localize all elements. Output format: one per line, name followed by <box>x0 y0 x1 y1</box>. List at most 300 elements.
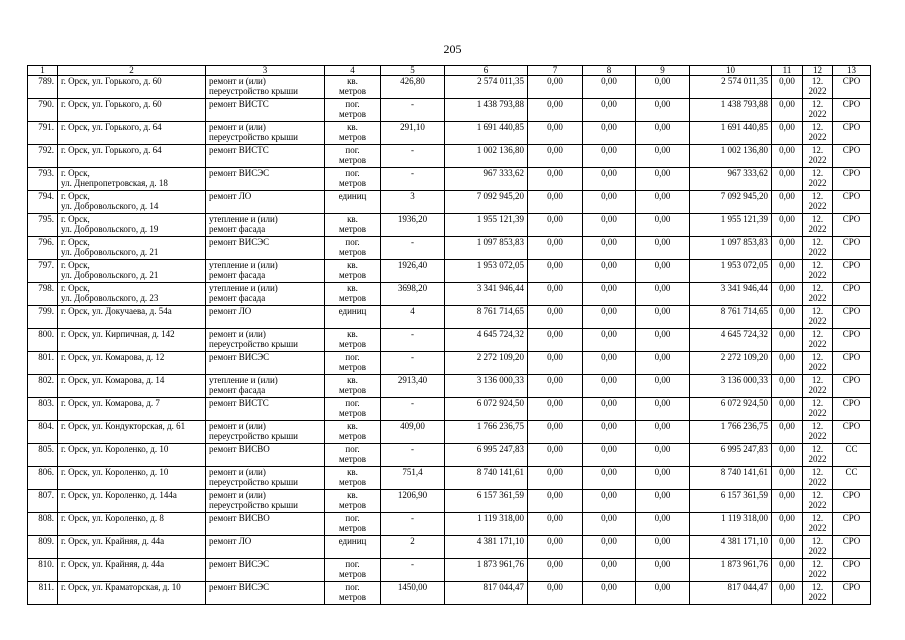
volume-cell: - <box>381 237 445 260</box>
address-cell: г. Орск, ул. Комарова, д. 7 <box>58 398 206 421</box>
fund-federal-cell: 0,00 <box>528 99 583 122</box>
total-cost-cell: 967 333,62 <box>445 168 528 191</box>
completion-date-cell: 12. 2022 <box>803 352 833 375</box>
fund-owners-cell: 1 097 853,83 <box>690 237 772 260</box>
work-type-cell: ремонт ЛО <box>206 306 325 329</box>
fund-federal-cell: 0,00 <box>528 375 583 398</box>
address-cell: г. Орск, ул. Горького, д. 64 <box>58 145 206 168</box>
completion-date-cell: 12. 2022 <box>803 329 833 352</box>
fund-local-cell: 0,00 <box>636 237 690 260</box>
unit-cost-cell: 0,00 <box>772 214 803 237</box>
fund-federal-cell: 0,00 <box>528 214 583 237</box>
unit-cell: пог. метров <box>325 237 381 260</box>
table-row <box>28 467 871 490</box>
method-cell: СРО <box>833 375 871 398</box>
column-number-header-row <box>28 66 871 76</box>
address-cell: г. Орск, ул. Добровольского, д. 23 <box>58 283 206 306</box>
method-cell: СРО <box>833 237 871 260</box>
completion-date-cell: 12. 2022 <box>803 444 833 467</box>
work-type-cell: утепление и (или) ремонт фасада <box>206 214 325 237</box>
table-row <box>28 490 871 513</box>
method-cell: СРО <box>833 329 871 352</box>
work-type-cell: ремонт ВИСТС <box>206 145 325 168</box>
fund-federal-cell: 0,00 <box>528 582 583 605</box>
work-type-cell: ремонт и (или) переустройство крыши <box>206 122 325 145</box>
unit-cell: пог. метров <box>325 513 381 536</box>
fund-owners-cell: 4 645 724,32 <box>690 329 772 352</box>
fund-owners-cell: 6 995 247,83 <box>690 444 772 467</box>
unit-cost-cell: 0,00 <box>772 536 803 559</box>
work-type-cell: утепление и (или) ремонт фасада <box>206 375 325 398</box>
volume-cell: 2913,40 <box>381 375 445 398</box>
row-number: 791. <box>28 122 58 145</box>
work-type-cell: ремонт ЛО <box>206 536 325 559</box>
unit-cost-cell: 0,00 <box>772 306 803 329</box>
table-row <box>28 122 871 145</box>
table-row <box>28 421 871 444</box>
fund-local-cell: 0,00 <box>636 398 690 421</box>
method-cell: СРО <box>833 283 871 306</box>
completion-date-cell: 12. 2022 <box>803 191 833 214</box>
unit-cost-cell: 0,00 <box>772 122 803 145</box>
fund-regional-cell: 0,00 <box>583 122 636 145</box>
table-row <box>28 536 871 559</box>
fund-owners-cell: 1 691 440,85 <box>690 122 772 145</box>
table-row <box>28 375 871 398</box>
unit-cell: кв. метров <box>325 283 381 306</box>
unit-cost-cell: 0,00 <box>772 329 803 352</box>
fund-regional-cell: 0,00 <box>583 306 636 329</box>
fund-local-cell: 0,00 <box>636 122 690 145</box>
work-type-cell: ремонт ВИСЭС <box>206 559 325 582</box>
fund-owners-cell: 1 766 236,75 <box>690 421 772 444</box>
unit-cell: пог. метров <box>325 352 381 375</box>
volume-cell: - <box>381 398 445 421</box>
volume-cell: 751,4 <box>381 467 445 490</box>
address-cell: г. Орск, ул. Добровольского, д. 21 <box>58 237 206 260</box>
fund-regional-cell: 0,00 <box>583 191 636 214</box>
fund-regional-cell: 0,00 <box>583 237 636 260</box>
row-number: 790. <box>28 99 58 122</box>
fund-regional-cell: 0,00 <box>583 536 636 559</box>
table-row <box>28 559 871 582</box>
fund-local-cell: 0,00 <box>636 559 690 582</box>
row-number: 809. <box>28 536 58 559</box>
address-cell: г. Орск, ул. Комарова, д. 12 <box>58 352 206 375</box>
unit-cost-cell: 0,00 <box>772 76 803 99</box>
fund-owners-cell: 967 333,62 <box>690 168 772 191</box>
row-number: 794. <box>28 191 58 214</box>
method-cell: СРО <box>833 559 871 582</box>
table-row <box>28 352 871 375</box>
unit-cost-cell: 0,00 <box>772 260 803 283</box>
completion-date-cell: 12. 2022 <box>803 76 833 99</box>
volume-cell: - <box>381 168 445 191</box>
unit-cost-cell: 0,00 <box>772 191 803 214</box>
unit-cost-cell: 0,00 <box>772 513 803 536</box>
method-cell: СРО <box>833 513 871 536</box>
volume-cell: 409,00 <box>381 421 445 444</box>
unit-cell: кв. метров <box>325 260 381 283</box>
fund-local-cell: 0,00 <box>636 191 690 214</box>
fund-owners-cell: 3 341 946,44 <box>690 283 772 306</box>
work-type-cell: ремонт ВИСТС <box>206 99 325 122</box>
table-row <box>28 398 871 421</box>
fund-owners-cell: 1 873 961,76 <box>690 559 772 582</box>
table-row <box>28 582 871 605</box>
fund-federal-cell: 0,00 <box>528 329 583 352</box>
unit-cell: кв. метров <box>325 76 381 99</box>
row-number: 801. <box>28 352 58 375</box>
address-cell: г. Орск, ул. Добровольского, д. 19 <box>58 214 206 237</box>
completion-date-cell: 12. 2022 <box>803 536 833 559</box>
volume-cell: - <box>381 145 445 168</box>
unit-cell: кв. метров <box>325 421 381 444</box>
column-header: 11 <box>772 66 803 76</box>
fund-federal-cell: 0,00 <box>528 145 583 168</box>
work-type-cell: ремонт и (или) переустройство крыши <box>206 421 325 444</box>
work-type-cell: ремонт и (или) переустройство крыши <box>206 467 325 490</box>
column-header: 9 <box>636 66 690 76</box>
fund-local-cell: 0,00 <box>636 490 690 513</box>
total-cost-cell: 4 381 171,10 <box>445 536 528 559</box>
completion-date-cell: 12. 2022 <box>803 398 833 421</box>
unit-cell: единиц <box>325 536 381 559</box>
address-cell: г. Орск, ул. Крайняя, д. 44а <box>58 559 206 582</box>
unit-cell: пог. метров <box>325 168 381 191</box>
fund-regional-cell: 0,00 <box>583 99 636 122</box>
row-number: 800. <box>28 329 58 352</box>
method-cell: СРО <box>833 260 871 283</box>
fund-regional-cell: 0,00 <box>583 513 636 536</box>
fund-owners-cell: 3 136 000,33 <box>690 375 772 398</box>
fund-local-cell: 0,00 <box>636 283 690 306</box>
unit-cost-cell: 0,00 <box>772 444 803 467</box>
address-cell: г. Орск, ул. Крайняя, д. 44а <box>58 536 206 559</box>
fund-local-cell: 0,00 <box>636 352 690 375</box>
table-row <box>28 214 871 237</box>
row-number: 798. <box>28 283 58 306</box>
unit-cost-cell: 0,00 <box>772 283 803 306</box>
fund-owners-cell: 8 761 714,65 <box>690 306 772 329</box>
fund-regional-cell: 0,00 <box>583 375 636 398</box>
fund-federal-cell: 0,00 <box>528 536 583 559</box>
unit-cost-cell: 0,00 <box>772 490 803 513</box>
total-cost-cell: 2 574 011,35 <box>445 76 528 99</box>
fund-regional-cell: 0,00 <box>583 467 636 490</box>
repair-schedule-table <box>27 65 871 605</box>
unit-cell: кв. метров <box>325 329 381 352</box>
address-cell: г. Орск, ул. Днепропетровская, д. 18 <box>58 168 206 191</box>
column-header: 7 <box>528 66 583 76</box>
work-type-cell: ремонт и (или) переустройство крыши <box>206 76 325 99</box>
fund-local-cell: 0,00 <box>636 467 690 490</box>
unit-cell: пог. метров <box>325 582 381 605</box>
work-type-cell: ремонт и (или) переустройство крыши <box>206 490 325 513</box>
fund-owners-cell: 8 740 141,61 <box>690 467 772 490</box>
table-row <box>28 329 871 352</box>
fund-local-cell: 0,00 <box>636 582 690 605</box>
address-cell: г. Орск, ул. Кондукторская, д. 61 <box>58 421 206 444</box>
unit-cost-cell: 0,00 <box>772 375 803 398</box>
table-row <box>28 76 871 99</box>
row-number: 810. <box>28 559 58 582</box>
work-type-cell: утепление и (или) ремонт фасада <box>206 260 325 283</box>
completion-date-cell: 12. 2022 <box>803 513 833 536</box>
fund-regional-cell: 0,00 <box>583 145 636 168</box>
row-number: 806. <box>28 467 58 490</box>
unit-cell: кв. метров <box>325 122 381 145</box>
fund-federal-cell: 0,00 <box>528 168 583 191</box>
fund-owners-cell: 6 072 924,50 <box>690 398 772 421</box>
address-cell: г. Орск, ул. Горького, д. 60 <box>58 76 206 99</box>
fund-owners-cell: 2 574 011,35 <box>690 76 772 99</box>
work-type-cell: ремонт ВИСВО <box>206 444 325 467</box>
fund-regional-cell: 0,00 <box>583 329 636 352</box>
unit-cell: кв. метров <box>325 375 381 398</box>
work-type-cell: ремонт ВИСВО <box>206 513 325 536</box>
fund-regional-cell: 0,00 <box>583 421 636 444</box>
unit-cell: единиц <box>325 306 381 329</box>
row-number: 807. <box>28 490 58 513</box>
fund-local-cell: 0,00 <box>636 99 690 122</box>
fund-federal-cell: 0,00 <box>528 513 583 536</box>
fund-regional-cell: 0,00 <box>583 444 636 467</box>
work-type-cell: ремонт ВИСЭС <box>206 168 325 191</box>
completion-date-cell: 12. 2022 <box>803 145 833 168</box>
method-cell: СРО <box>833 76 871 99</box>
address-cell: г. Орск, ул. Короленко, д. 10 <box>58 444 206 467</box>
address-cell: г. Орск, ул. Комарова, д. 14 <box>58 375 206 398</box>
completion-date-cell: 12. 2022 <box>803 237 833 260</box>
unit-cell: пог. метров <box>325 99 381 122</box>
address-cell: г. Орск, ул. Короленко, д. 10 <box>58 467 206 490</box>
unit-cost-cell: 0,00 <box>772 237 803 260</box>
fund-federal-cell: 0,00 <box>528 191 583 214</box>
column-header: 3 <box>206 66 325 76</box>
volume-cell: 3698,20 <box>381 283 445 306</box>
method-cell: СРО <box>833 168 871 191</box>
table-row <box>28 306 871 329</box>
unit-cell: кв. метров <box>325 214 381 237</box>
fund-local-cell: 0,00 <box>636 306 690 329</box>
fund-local-cell: 0,00 <box>636 375 690 398</box>
row-number: 797. <box>28 260 58 283</box>
row-number: 804. <box>28 421 58 444</box>
column-header: 12 <box>803 66 833 76</box>
total-cost-cell: 2 272 109,20 <box>445 352 528 375</box>
volume-cell: - <box>381 352 445 375</box>
row-number: 793. <box>28 168 58 191</box>
fund-federal-cell: 0,00 <box>528 444 583 467</box>
fund-regional-cell: 0,00 <box>583 260 636 283</box>
address-cell: г. Орск, ул. Горького, д. 60 <box>58 99 206 122</box>
row-number: 811. <box>28 582 58 605</box>
method-cell: СРО <box>833 99 871 122</box>
unit-cost-cell: 0,00 <box>772 168 803 191</box>
work-type-cell: ремонт ВИСТС <box>206 398 325 421</box>
table-row <box>28 191 871 214</box>
work-type-cell: ремонт ВИСЭС <box>206 352 325 375</box>
address-cell: г. Орск, ул. Докучаева, д. 54а <box>58 306 206 329</box>
column-header: 4 <box>325 66 381 76</box>
table-row <box>28 145 871 168</box>
fund-federal-cell: 0,00 <box>528 237 583 260</box>
fund-local-cell: 0,00 <box>636 536 690 559</box>
total-cost-cell: 8 740 141,61 <box>445 467 528 490</box>
unit-cell: пог. метров <box>325 398 381 421</box>
completion-date-cell: 12. 2022 <box>803 260 833 283</box>
column-header: 1 <box>28 66 58 76</box>
work-type-cell: ремонт ВИСЭС <box>206 582 325 605</box>
column-header: 6 <box>445 66 528 76</box>
volume-cell: 3 <box>381 191 445 214</box>
method-cell: СРО <box>833 421 871 444</box>
fund-local-cell: 0,00 <box>636 444 690 467</box>
fund-federal-cell: 0,00 <box>528 490 583 513</box>
total-cost-cell: 1 002 136,80 <box>445 145 528 168</box>
fund-federal-cell: 0,00 <box>528 421 583 444</box>
method-cell: СРО <box>833 582 871 605</box>
method-cell: СРО <box>833 352 871 375</box>
fund-regional-cell: 0,00 <box>583 398 636 421</box>
volume-cell: 291,10 <box>381 122 445 145</box>
fund-regional-cell: 0,00 <box>583 76 636 99</box>
method-cell: СРО <box>833 536 871 559</box>
fund-regional-cell: 0,00 <box>583 582 636 605</box>
fund-federal-cell: 0,00 <box>528 122 583 145</box>
address-cell: г. Орск, ул. Короленко, д. 8 <box>58 513 206 536</box>
fund-regional-cell: 0,00 <box>583 352 636 375</box>
row-number: 799. <box>28 306 58 329</box>
column-header: 13 <box>833 66 871 76</box>
total-cost-cell: 7 092 945,20 <box>445 191 528 214</box>
volume-cell: 1206,90 <box>381 490 445 513</box>
method-cell: СРО <box>833 214 871 237</box>
unit-cell: кв. метров <box>325 467 381 490</box>
total-cost-cell: 1 953 072,05 <box>445 260 528 283</box>
address-cell: г. Орск, ул. Добровольского, д. 21 <box>58 260 206 283</box>
column-header: 5 <box>381 66 445 76</box>
unit-cost-cell: 0,00 <box>772 99 803 122</box>
completion-date-cell: 12. 2022 <box>803 467 833 490</box>
fund-regional-cell: 0,00 <box>583 490 636 513</box>
address-cell: г. Орск, ул. Добровольского, д. 14 <box>58 191 206 214</box>
total-cost-cell: 6 995 247,83 <box>445 444 528 467</box>
total-cost-cell: 1 766 236,75 <box>445 421 528 444</box>
method-cell: СРО <box>833 306 871 329</box>
table-row <box>28 444 871 467</box>
fund-owners-cell: 1 955 121,39 <box>690 214 772 237</box>
completion-date-cell: 12. 2022 <box>803 99 833 122</box>
total-cost-cell: 3 136 000,33 <box>445 375 528 398</box>
fund-federal-cell: 0,00 <box>528 398 583 421</box>
fund-owners-cell: 1 119 318,00 <box>690 513 772 536</box>
volume-cell: - <box>381 329 445 352</box>
completion-date-cell: 12. 2022 <box>803 168 833 191</box>
unit-cost-cell: 0,00 <box>772 352 803 375</box>
total-cost-cell: 4 645 724,32 <box>445 329 528 352</box>
fund-federal-cell: 0,00 <box>528 559 583 582</box>
volume-cell: - <box>381 444 445 467</box>
unit-cell: пог. метров <box>325 559 381 582</box>
completion-date-cell: 12. 2022 <box>803 490 833 513</box>
completion-date-cell: 12. 2022 <box>803 559 833 582</box>
volume-cell: 426,80 <box>381 76 445 99</box>
volume-cell: 1450,00 <box>381 582 445 605</box>
total-cost-cell: 817 044,47 <box>445 582 528 605</box>
volume-cell: 1936,20 <box>381 214 445 237</box>
table-row <box>28 99 871 122</box>
address-cell: г. Орск, ул. Кирпичная, д. 142 <box>58 329 206 352</box>
fund-federal-cell: 0,00 <box>528 283 583 306</box>
fund-local-cell: 0,00 <box>636 260 690 283</box>
fund-federal-cell: 0,00 <box>528 76 583 99</box>
method-cell: СС <box>833 467 871 490</box>
completion-date-cell: 12. 2022 <box>803 306 833 329</box>
unit-cost-cell: 0,00 <box>772 145 803 168</box>
unit-cell: кв. метров <box>325 490 381 513</box>
fund-local-cell: 0,00 <box>636 168 690 191</box>
volume-cell: 1926,40 <box>381 260 445 283</box>
fund-federal-cell: 0,00 <box>528 260 583 283</box>
fund-owners-cell: 2 272 109,20 <box>690 352 772 375</box>
fund-federal-cell: 0,00 <box>528 352 583 375</box>
fund-local-cell: 0,00 <box>636 513 690 536</box>
fund-local-cell: 0,00 <box>636 329 690 352</box>
fund-local-cell: 0,00 <box>636 214 690 237</box>
unit-cell: пог. метров <box>325 444 381 467</box>
fund-owners-cell: 7 092 945,20 <box>690 191 772 214</box>
work-type-cell: утепление и (или) ремонт фасада <box>206 283 325 306</box>
unit-cost-cell: 0,00 <box>772 398 803 421</box>
volume-cell: - <box>381 559 445 582</box>
unit-cost-cell: 0,00 <box>772 421 803 444</box>
fund-local-cell: 0,00 <box>636 421 690 444</box>
fund-federal-cell: 0,00 <box>528 467 583 490</box>
total-cost-cell: 3 341 946,44 <box>445 283 528 306</box>
total-cost-cell: 8 761 714,65 <box>445 306 528 329</box>
row-number: 795. <box>28 214 58 237</box>
unit-cell: пог. метров <box>325 145 381 168</box>
work-type-cell: ремонт ЛО <box>206 191 325 214</box>
completion-date-cell: 12. 2022 <box>803 421 833 444</box>
fund-federal-cell: 0,00 <box>528 306 583 329</box>
address-cell: г. Орск, ул. Короленко, д. 144а <box>58 490 206 513</box>
address-cell: г. Орск, ул. Краматорская, д. 10 <box>58 582 206 605</box>
fund-local-cell: 0,00 <box>636 76 690 99</box>
fund-regional-cell: 0,00 <box>583 214 636 237</box>
table-row <box>28 283 871 306</box>
volume-cell: - <box>381 99 445 122</box>
row-number: 792. <box>28 145 58 168</box>
fund-owners-cell: 1 002 136,80 <box>690 145 772 168</box>
completion-date-cell: 12. 2022 <box>803 582 833 605</box>
method-cell: СРО <box>833 398 871 421</box>
total-cost-cell: 1 119 318,00 <box>445 513 528 536</box>
total-cost-cell: 6 072 924,50 <box>445 398 528 421</box>
table-row <box>28 513 871 536</box>
table-row <box>28 168 871 191</box>
fund-regional-cell: 0,00 <box>583 559 636 582</box>
fund-regional-cell: 0,00 <box>583 168 636 191</box>
page-number: 205 <box>443 42 462 56</box>
row-number: 802. <box>28 375 58 398</box>
row-number: 789. <box>28 76 58 99</box>
row-number: 796. <box>28 237 58 260</box>
fund-owners-cell: 1 953 072,05 <box>690 260 772 283</box>
method-cell: СС <box>833 444 871 467</box>
